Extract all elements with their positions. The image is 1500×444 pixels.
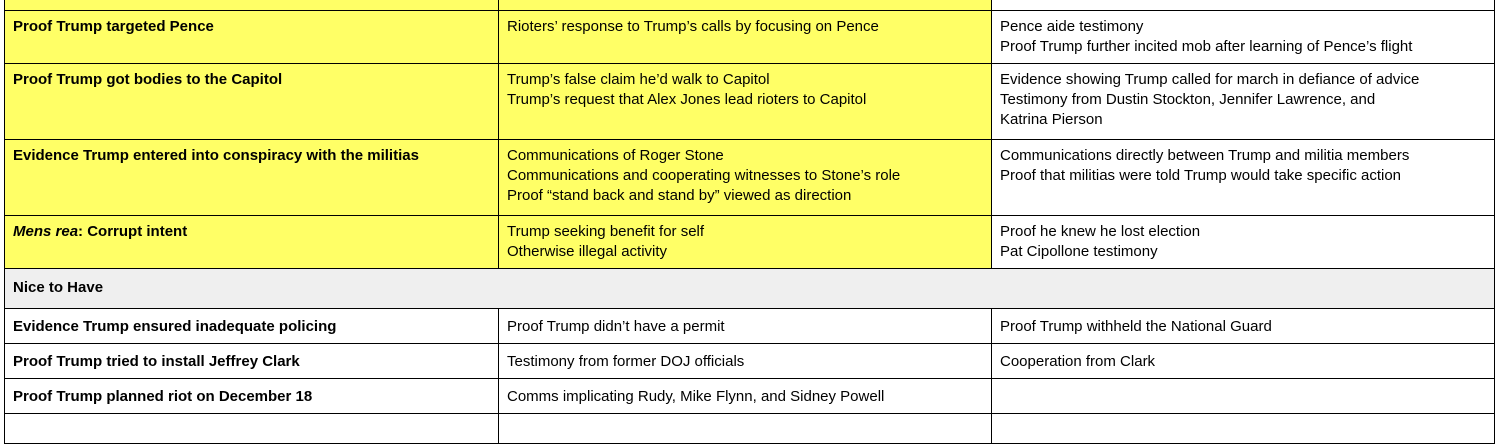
table-row (5, 379, 1495, 414)
section-header-row (5, 269, 1495, 309)
table-row (5, 344, 1495, 379)
cell-text: Pence aide testimony (1000, 18, 1144, 35)
table-cell (499, 379, 992, 414)
table-cell (5, 344, 499, 379)
table-row (5, 309, 1495, 344)
table-cell (5, 414, 499, 444)
table-cell (992, 344, 1495, 379)
table-cell (5, 0, 499, 11)
cell-text: Proof Trump didn’t have a permit (507, 318, 725, 335)
table-cell (992, 11, 1495, 64)
table-cell (499, 216, 992, 269)
table-row (5, 11, 1495, 64)
evidence-table (4, 0, 1495, 444)
section-header (5, 269, 1495, 309)
table-cell (499, 140, 992, 216)
table-row (5, 0, 1495, 11)
cell-text: Trump’s request that Alex Jones lead rioters to Capitol (507, 91, 867, 108)
requirement-label: Proof Trump targeted Pence (13, 18, 214, 35)
cell-text: Testimony from former DOJ officials (507, 353, 745, 370)
table-cell (499, 11, 992, 64)
cell-text: Proof Trump withheld the National Guard (1000, 318, 1272, 335)
table-cell (499, 0, 992, 11)
table-cell (5, 11, 499, 64)
cell-text: Katrina Pierson (1000, 111, 1103, 128)
table-cell (5, 379, 499, 414)
table-cell (992, 379, 1495, 414)
cell-text: Testimony from Dustin Stockton, Jennifer Lawrence, and (1000, 91, 1376, 108)
table-cell (992, 414, 1495, 444)
table-cell (5, 64, 499, 140)
cell-text: Communications directly between Trump and militia members (1000, 147, 1410, 164)
cell-text: Communications and cooperating witnesses to Stone’s role (507, 167, 901, 184)
table-cell (499, 309, 992, 344)
cell-text: Cooperation from Clark (1000, 353, 1156, 370)
requirement-label: Proof Trump tried to install Jeffrey Clark (13, 353, 300, 370)
cell-text: Comms implicating Rudy, Mike Flynn, and Sidney Powell (507, 388, 885, 405)
cell-text: Trump’s false claim he’d walk to Capitol (507, 71, 770, 88)
cell-text: Proof “stand back and stand by” viewed as direction (507, 187, 852, 204)
table-row (5, 64, 1495, 140)
table-cell (499, 64, 992, 140)
table-cell (499, 414, 992, 444)
cell-text: Communications of Roger Stone (507, 147, 724, 164)
requirement-label-italic: Mens rea (13, 223, 79, 240)
requirement-label: : Corrupt intent (78, 223, 188, 240)
table-cell (5, 140, 499, 216)
table-cell (992, 216, 1495, 269)
table-row (5, 140, 1495, 216)
cell-text: Proof Trump further incited mob after learning of Pence’s flight (1000, 38, 1413, 55)
requirement-label: Evidence Trump ensured inadequate policing (13, 318, 337, 335)
table-cell (992, 140, 1495, 216)
table-cell (499, 344, 992, 379)
table-cell (5, 309, 499, 344)
cell-text: Proof he knew he lost election (1000, 223, 1201, 240)
requirement-label: Evidence Trump entered into conspiracy with the militias (13, 147, 419, 164)
cell-text: Rioters’ response to Trump’s calls by focusing on Pence (507, 18, 879, 35)
requirement-label: Proof Trump got bodies to the Capitol (13, 71, 283, 88)
requirement-label: Proof Trump planned riot on December 18 (13, 388, 313, 405)
table-cell (992, 309, 1495, 344)
cell-text: Proof that militias were told Trump would take specific action (1000, 167, 1402, 184)
table-cell (992, 64, 1495, 140)
cell-text: Pat Cipollone testimony (1000, 243, 1158, 260)
cell-text: Trump seeking benefit for self (507, 223, 705, 240)
table-row (5, 216, 1495, 269)
table-cell (5, 216, 499, 269)
table-cell (992, 0, 1495, 11)
cell-text: Otherwise illegal activity (507, 243, 668, 260)
table-row (5, 414, 1495, 444)
section-header-label: Nice to Have (13, 279, 104, 296)
cell-text: Evidence showing Trump called for march in defiance of advice (1000, 71, 1420, 88)
